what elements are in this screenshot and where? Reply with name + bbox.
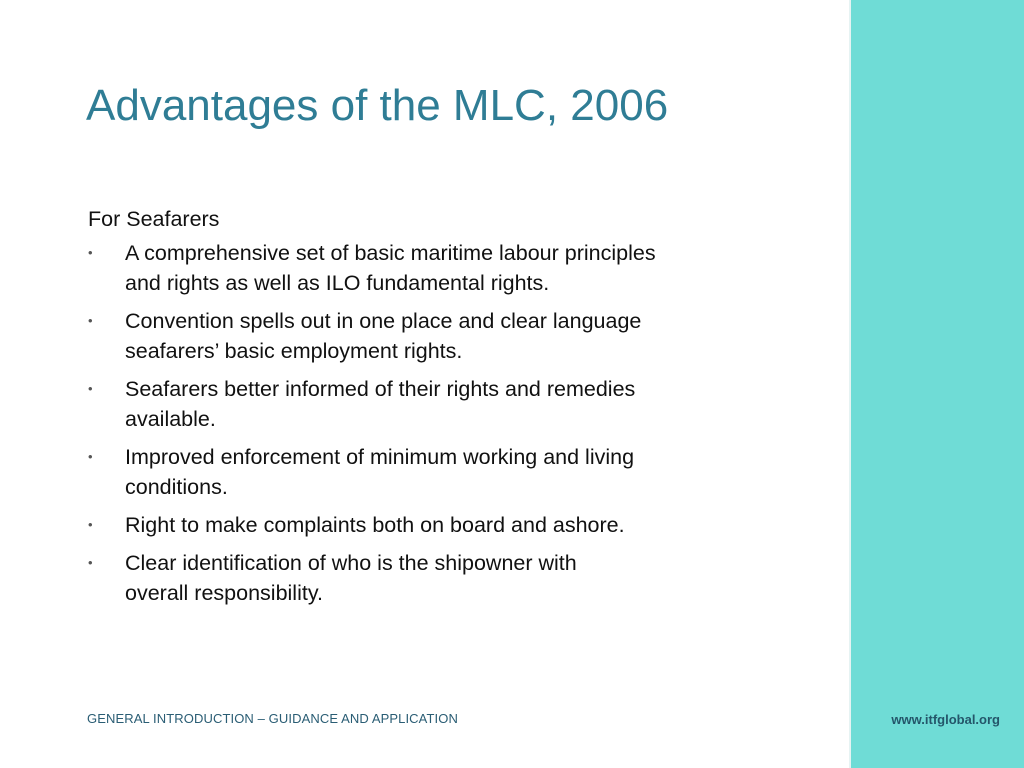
slide-title: Advantages of the MLC, 2006: [86, 81, 669, 130]
bullet-text-line2: available.: [125, 407, 216, 431]
section-heading: For Seafarers: [88, 207, 220, 231]
bullet-text-line2: overall responsibility.: [125, 581, 323, 605]
bullet-text-line1: Improved enforcement of minimum working and living: [125, 445, 635, 469]
bullet-icon: •: [88, 245, 93, 260]
bullet-text-line1: Convention spells out in one place and clear language: [125, 309, 642, 333]
bullet-text-line1: Right to make complaints both on board and ashore.: [125, 513, 625, 537]
bullet-item: [88, 374, 788, 434]
bullet-text-line2: and rights as well as ILO fundamental rights.: [125, 271, 550, 295]
bullet-icon: •: [88, 313, 93, 328]
bullet-item: [88, 306, 788, 366]
bullet-icon: •: [88, 449, 93, 464]
bullet-icon: •: [88, 381, 93, 396]
footer-url-link[interactable]: www.itfglobal.org: [891, 712, 1000, 727]
bullet-text-line1: Clear identification of who is the shipowner with: [125, 551, 577, 575]
bullet-icon: •: [88, 517, 93, 532]
side-color-band: [849, 0, 1024, 768]
bullet-text-line2: seafarers’ basic employment rights.: [125, 339, 463, 363]
bullet-text-line1: A comprehensive set of basic maritime labour principles: [125, 241, 656, 265]
bullet-icon: •: [88, 555, 93, 570]
bullet-item: [88, 510, 788, 540]
bullet-item: [88, 442, 788, 502]
footer-title: GENERAL INTRODUCTION – GUIDANCE AND APPLICATION: [87, 711, 458, 726]
bullet-item: [88, 548, 788, 608]
bullet-item: [88, 238, 788, 298]
slide-content: [88, 204, 788, 616]
bullet-text-line2: conditions.: [125, 475, 228, 499]
bullet-text-line1: Seafarers better informed of their rights and remedies: [125, 377, 636, 401]
bullet-list: [88, 238, 788, 608]
